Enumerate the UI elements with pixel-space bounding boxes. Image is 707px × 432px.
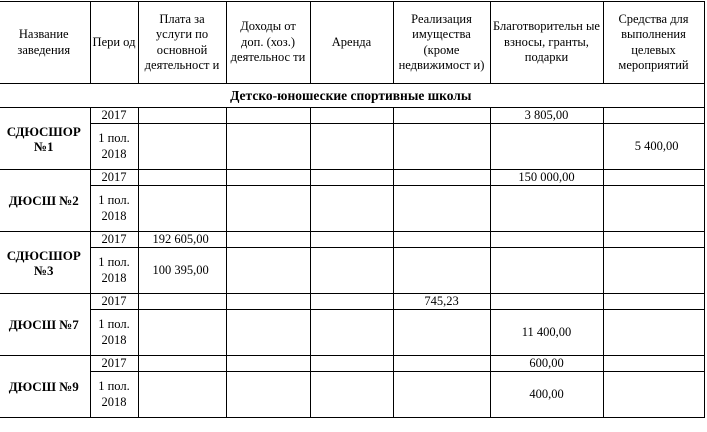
period-cell: 1 пол. 2018 bbox=[90, 124, 138, 170]
realizacia-cell bbox=[393, 108, 490, 124]
dohody-cell bbox=[226, 186, 310, 232]
institution-name: ДЮСШ №7 bbox=[0, 294, 90, 356]
plata-cell bbox=[138, 372, 226, 418]
blago-cell: 150 000,00 bbox=[490, 170, 603, 186]
plata-cell bbox=[138, 170, 226, 186]
blago-cell: 11 400,00 bbox=[490, 310, 603, 356]
sredstva-cell bbox=[603, 356, 704, 372]
blago-cell bbox=[490, 294, 603, 310]
realizacia-cell bbox=[393, 124, 490, 170]
blago-cell: 600,00 bbox=[490, 356, 603, 372]
sredstva-cell bbox=[603, 248, 704, 294]
realizacia-cell bbox=[393, 186, 490, 232]
arenda-cell bbox=[310, 108, 393, 124]
arenda-cell bbox=[310, 124, 393, 170]
header-plata: Плата за услуги по основной деятельност и bbox=[138, 2, 226, 84]
period-cell: 2017 bbox=[90, 170, 138, 186]
income-table bbox=[0, 1, 705, 418]
realizacia-cell: 745,23 bbox=[393, 294, 490, 310]
header-period: Пери од bbox=[90, 2, 138, 84]
period-cell: 2017 bbox=[90, 356, 138, 372]
header-blago: Благотворительн ые взносы, гранты, подарки bbox=[490, 2, 603, 84]
plata-cell bbox=[138, 124, 226, 170]
institution-name: СДЮСШОР №3 bbox=[0, 232, 90, 294]
realizacia-cell bbox=[393, 356, 490, 372]
dohody-cell bbox=[226, 232, 310, 248]
dohody-cell bbox=[226, 124, 310, 170]
arenda-cell bbox=[310, 170, 393, 186]
sredstva-cell bbox=[603, 108, 704, 124]
table-row bbox=[0, 294, 704, 310]
blago-cell bbox=[490, 232, 603, 248]
table-row bbox=[0, 232, 704, 248]
period-cell: 1 пол. 2018 bbox=[90, 186, 138, 232]
institution-name: ДЮСШ №2 bbox=[0, 170, 90, 232]
table-row bbox=[0, 356, 704, 372]
blago-cell: 3 805,00 bbox=[490, 108, 603, 124]
arenda-cell bbox=[310, 232, 393, 248]
plata-cell bbox=[138, 108, 226, 124]
table-row bbox=[0, 186, 704, 232]
table-row bbox=[0, 124, 704, 170]
sredstva-cell bbox=[603, 294, 704, 310]
dohody-cell bbox=[226, 248, 310, 294]
institution-name: ДЮСШ №9 bbox=[0, 356, 90, 418]
header-dohody: Доходы от доп. (хоз.) деятельнос ти bbox=[226, 2, 310, 84]
period-cell: 1 пол. 2018 bbox=[90, 310, 138, 356]
blago-cell: 400,00 bbox=[490, 372, 603, 418]
realizacia-cell bbox=[393, 248, 490, 294]
arenda-cell bbox=[310, 372, 393, 418]
realizacia-cell bbox=[393, 232, 490, 248]
period-cell: 1 пол. 2018 bbox=[90, 372, 138, 418]
arenda-cell bbox=[310, 356, 393, 372]
arenda-cell bbox=[310, 186, 393, 232]
sredstva-cell bbox=[603, 186, 704, 232]
table-row bbox=[0, 108, 704, 124]
table-row bbox=[0, 248, 704, 294]
header-sredstva: Средства для выполнения целевых мероприятий bbox=[603, 2, 704, 84]
blago-cell bbox=[490, 124, 603, 170]
blago-cell bbox=[490, 248, 603, 294]
blago-cell bbox=[490, 186, 603, 232]
realizacia-cell bbox=[393, 170, 490, 186]
plata-cell bbox=[138, 356, 226, 372]
plata-cell bbox=[138, 186, 226, 232]
table-row bbox=[0, 372, 704, 418]
sredstva-cell bbox=[603, 232, 704, 248]
sredstva-cell: 5 400,00 bbox=[603, 124, 704, 170]
sredstva-cell bbox=[603, 170, 704, 186]
dohody-cell bbox=[226, 310, 310, 356]
section-row bbox=[0, 84, 704, 108]
period-cell: 2017 bbox=[90, 232, 138, 248]
header-row bbox=[0, 2, 704, 84]
arenda-cell bbox=[310, 310, 393, 356]
dohody-cell bbox=[226, 372, 310, 418]
dohody-cell bbox=[226, 294, 310, 310]
institution-name: СДЮСШОР №1 bbox=[0, 108, 90, 170]
plata-cell bbox=[138, 310, 226, 356]
period-cell: 2017 bbox=[90, 294, 138, 310]
realizacia-cell bbox=[393, 310, 490, 356]
table-row bbox=[0, 170, 704, 186]
section-title: Детско-юношеские спортивные школы bbox=[0, 84, 704, 108]
table-row bbox=[0, 310, 704, 356]
period-cell: 1 пол. 2018 bbox=[90, 248, 138, 294]
plata-cell: 100 395,00 bbox=[138, 248, 226, 294]
header-name: Название заведения bbox=[0, 2, 90, 84]
plata-cell bbox=[138, 294, 226, 310]
arenda-cell bbox=[310, 294, 393, 310]
period-cell: 2017 bbox=[90, 108, 138, 124]
realizacia-cell bbox=[393, 372, 490, 418]
header-realizacia: Реализация имущества (кроме недвижимост и) bbox=[393, 2, 490, 84]
dohody-cell bbox=[226, 170, 310, 186]
plata-cell: 192 605,00 bbox=[138, 232, 226, 248]
sredstva-cell bbox=[603, 310, 704, 356]
dohody-cell bbox=[226, 356, 310, 372]
arenda-cell bbox=[310, 248, 393, 294]
sredstva-cell bbox=[603, 372, 704, 418]
dohody-cell bbox=[226, 108, 310, 124]
header-arenda: Аренда bbox=[310, 2, 393, 84]
